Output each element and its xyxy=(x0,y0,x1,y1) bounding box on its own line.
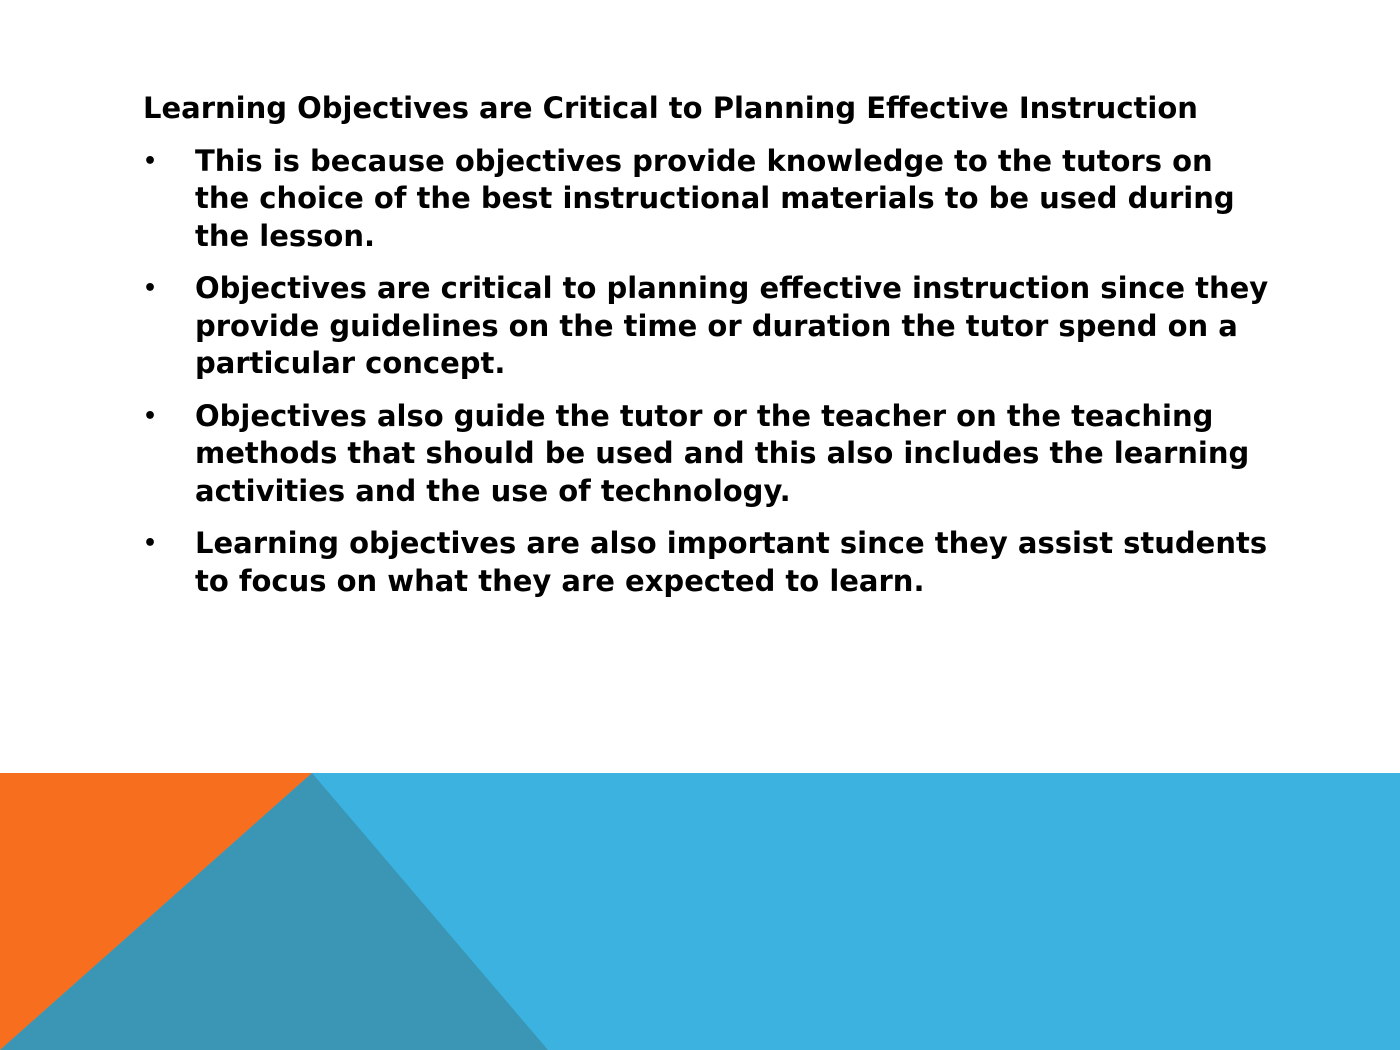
bullet-text: Objectives are critical to planning effective instruction since they provide guidelines on the time or duration the tutor spend on a particular concept. xyxy=(195,271,1269,380)
slide-heading: Learning Objectives are Critical to Planning Effective Instruction xyxy=(143,91,1198,125)
bullet-text: Objectives also guide the tutor or the teacher on the teaching methods that should be used and this also includes the learning activities and the use of technology. xyxy=(195,398,1250,508)
bullet-icon: • xyxy=(143,403,158,429)
slide-content xyxy=(143,90,1273,615)
bullet-item xyxy=(143,525,1273,600)
bullet-item xyxy=(143,143,1273,256)
bullet-text: This is because objectives provide knowledge to the tutors on the choice of the best instructional materials to be used during the lesson. xyxy=(195,143,1235,253)
bullet-item xyxy=(143,398,1273,511)
bullet-text: Learning objectives are also important since they assist students to focus on what they are expected to learn. xyxy=(195,526,1268,598)
bullet-list xyxy=(143,143,1273,601)
bullet-icon: • xyxy=(143,531,158,556)
decorative-footer-band xyxy=(0,773,1400,1050)
bullet-icon: • xyxy=(143,148,158,174)
bullet-icon: • xyxy=(143,276,158,301)
bullet-item xyxy=(143,270,1273,383)
